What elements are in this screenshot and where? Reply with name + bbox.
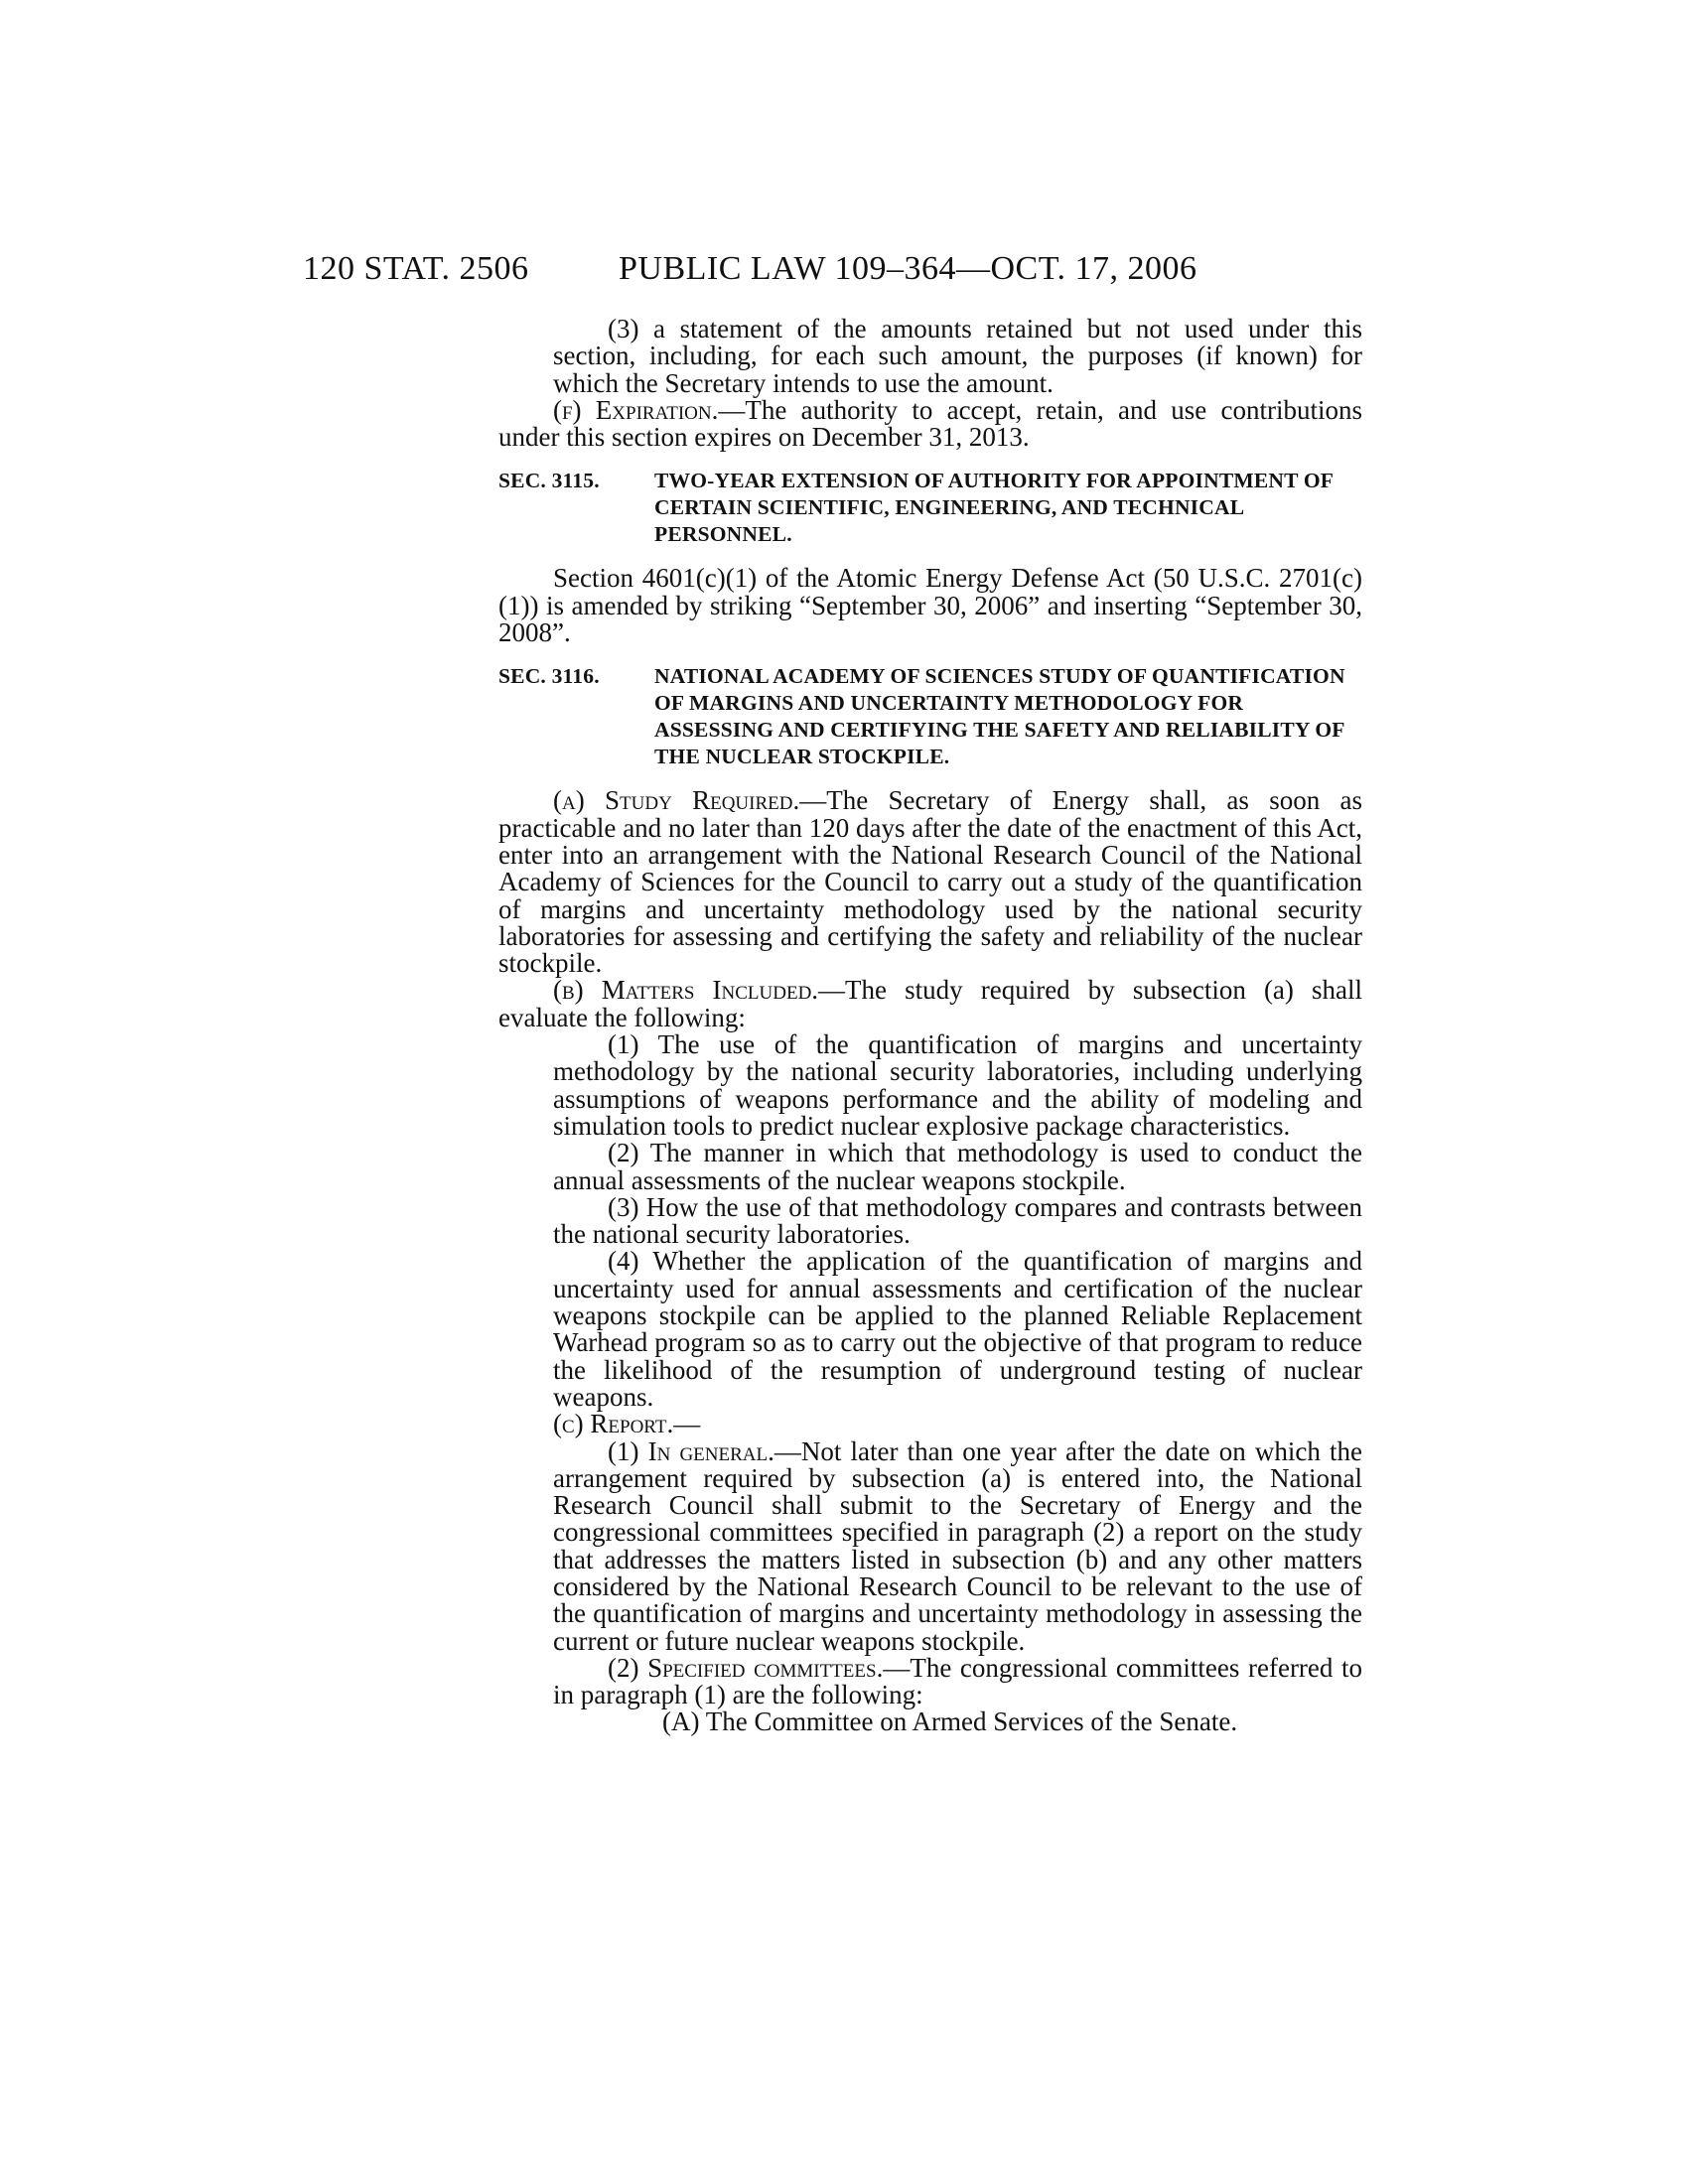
paragraph-e3: (3) a statement of the amounts retained but not used under this section, including, for each such amount, the purposes (if known) for which the Secretary intends to use the amount.: [553, 314, 1362, 398]
section-number: SEC. 3115.: [498, 469, 600, 493]
paragraph-c1-in-general: [498, 1435, 1362, 1656]
section-number: SEC. 3116.: [498, 664, 600, 689]
subsection-heading: (f) Expiration.: [553, 394, 719, 425]
paragraph-f-expiration: [498, 394, 1362, 453]
paragraph-text: —Not later than one year after the date on which the arrangement required by subsection (a) is entered into, the National Research Council shall submit to the Secretary of Energy and the congressional committees specified in paragraph (2) a report on the study that addresses the matters listed in subsection (b) and any other matters considered by the National Research Council to be relevant to the use of the quantification of margins and uncertainty methodology in assessing the current or future nuclear weapons stockpile.: [553, 1435, 1362, 1656]
subsection-text: —The study required by subsection (a) shall evaluate the following:: [498, 975, 1362, 1032]
section-3115-heading: [498, 468, 1362, 548]
subsection-b-matters-included: [498, 977, 1362, 1031]
subsection-heading: (a) Study Required.: [553, 785, 800, 816]
subsection-c-report: [498, 1411, 1362, 1437]
subsection-text: —: [673, 1409, 701, 1439]
subparagraph-c2A: (A) The Committee on Armed Services of the Senate.: [662, 1706, 1238, 1737]
paragraph-c2-specified-committees: [498, 1652, 1362, 1710]
paragraph-heading: (1) In general.: [608, 1435, 774, 1466]
statute-page-number: 120 STAT. 2506: [303, 250, 529, 287]
section-3116-heading: [498, 663, 1362, 770]
section-title: NATIONAL ACADEMY OF SCIENCES STUDY OF QUANTIFICATION OF MARGINS AND UNCERTAINTY METHODOLOGY FOR ASSESSING AND CERTIFYING THE SAFETY AND RELIABILITY OF THE NUCLEAR STOCKPILE.: [654, 664, 1345, 769]
paragraph-b1: (1) The use of the quantification of margins and uncertainty methodology by the national security laboratories, including underlying assumptions of weapons performance and the ability of modeling and simulation tools to predict nuclear explosive package characteristics.: [553, 1029, 1362, 1141]
subsection-a-study-required: [498, 787, 1362, 977]
paragraph-b3: (3) How the use of that methodology compares and contrasts between the national security laboratories.: [553, 1191, 1362, 1250]
public-law-header: PUBLIC LAW 109–364—OCT. 17, 2006: [619, 250, 1197, 287]
section-title: TWO-YEAR EXTENSION OF AUTHORITY FOR APPOINTMENT OF CERTAIN SCIENTIFIC, ENGINEERING, AND TECHNICAL PERSONNEL.: [654, 469, 1334, 547]
paragraph-heading: (2) Specified committees.: [608, 1652, 884, 1683]
document-body: [498, 316, 1362, 1736]
paragraph-text: —The congressional committees referred to in paragraph (1) are the following:: [553, 1652, 1362, 1710]
subsection-heading: (b) Matters Included.: [553, 975, 819, 1006]
paragraph-b4: (4) Whether the application of the quantification of margins and uncertainty used for annual assessments and certification of the nuclear weapons stockpile can be applied to the planned Reliable Replacement Warhead program so as to carry out the objective of that program to reduce the likelihood of the resumption of underground testing of nuclear weapons.: [553, 1246, 1362, 1412]
subsection-text: —The authority to accept, retain, and use contributions under this section expires on December 31, 2013.: [498, 394, 1362, 453]
paragraph-b2: (2) The manner in which that methodology is used to conduct the annual assessments of the nuclear weapons stockpile.: [553, 1138, 1362, 1195]
subsection-text: —The Secretary of Energy shall, as soon as practicable and no later than 120 days after the date of the enactment of this Act, enter into an arrangement with the National Research Council of the National Academy of Sciences for the Council to carry out a study of the quantification of margins and uncertainty methodology used by the national security laboratories for assessing and certifying the safety and reliability of the nuclear stockpile.: [498, 785, 1363, 979]
paragraph-section-3115: Section 4601(c)(1) of the Atomic Energy Defense Act (50 U.S.C. 2701(c)(1)) is amended by striking “September 30, 2006” and inserting “September 30, 2008”.: [498, 563, 1362, 648]
subsection-heading: (c) Report.: [553, 1409, 674, 1439]
